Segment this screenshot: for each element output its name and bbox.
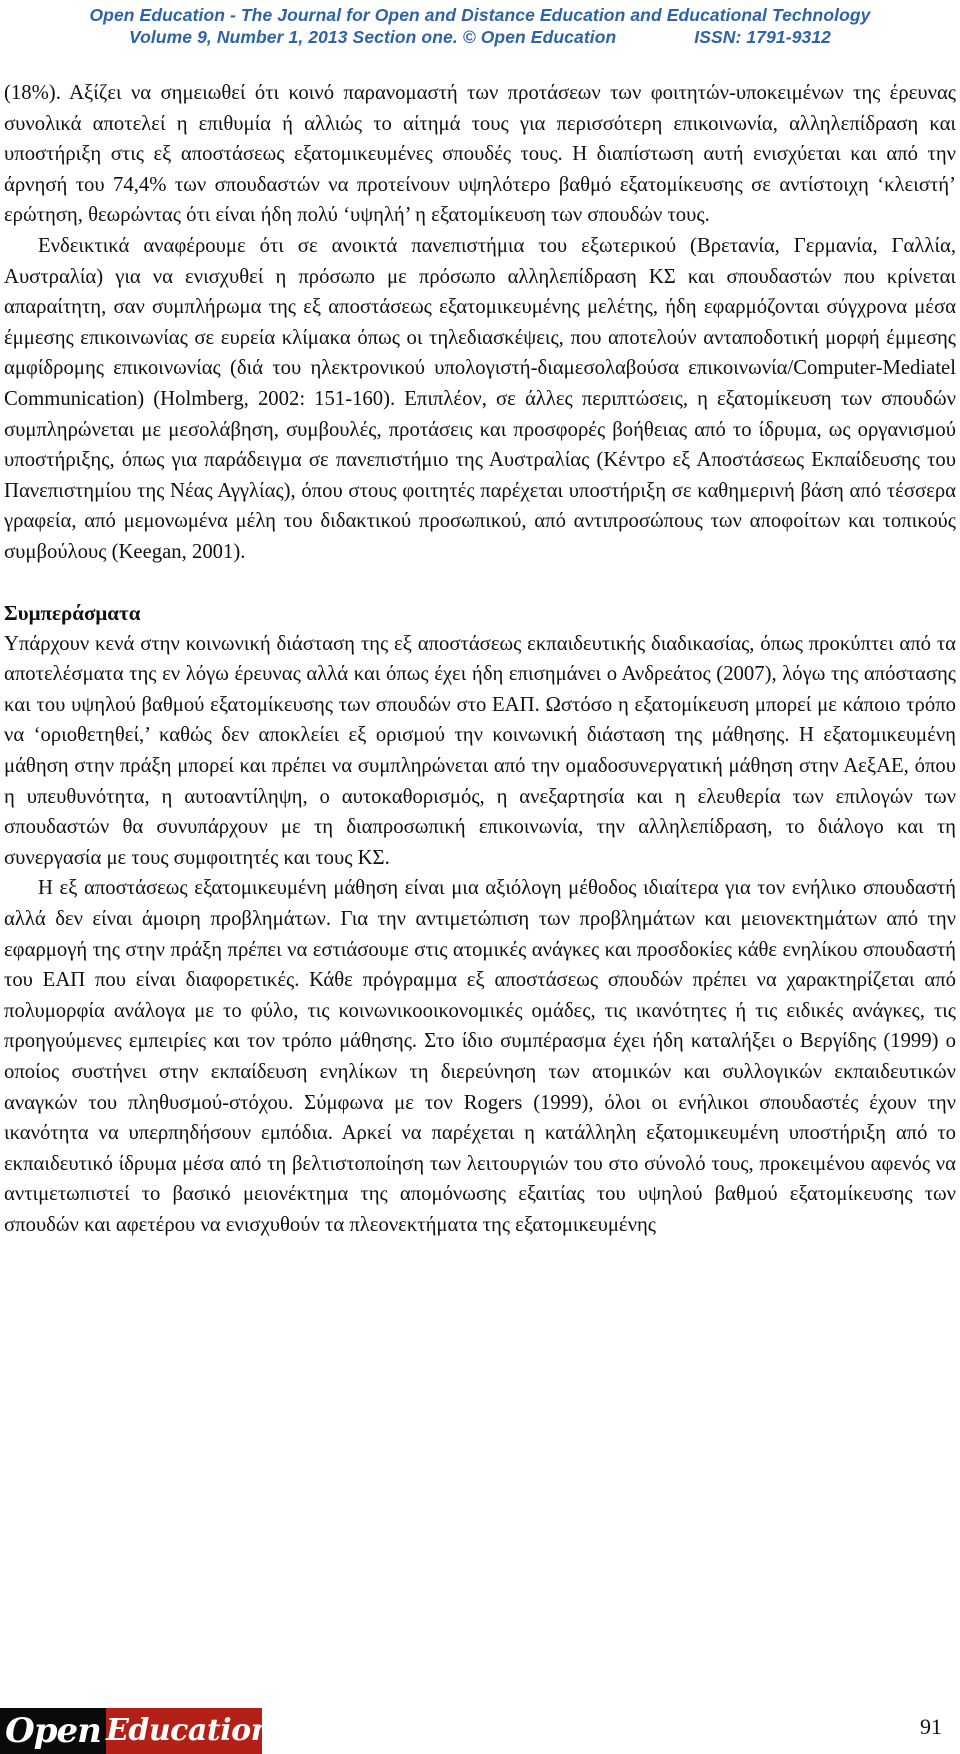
journal-issn: ISSN: 1791-9312 (694, 27, 832, 47)
page-number: 91 (920, 1714, 942, 1739)
paragraph-3: Υπάρχουν κενά στην κοινωνική διάσταση της εξ αποστάσεως εκπαιδευτικής διαδικασίας, όπως προκύπτει από τα αποτελέσματα της εν λόγω έρευνας αλλά και όπως έχει ήδη επισημάνει ο Ανδρεάτος (2007), λόγω της απόστασης και του υψηλού βαθμού εξατομίκευσης των σπουδών στο ΕΑΠ. Ωστόσο η εξατομίκευση μπορεί με κάποιο τρόπο να ‘οριοθετηθεί,’ καθώς δεν αποκλείει εξ ορισμού την κοινωνική διάσταση της μάθησης. Η εξατομικευμένη μάθηση στην πράξη μπορεί και πρέπει να συμπληρώνεται από την ομαδοσυνεργατική μάθηση στην ΑεξΑΕ, όπου η υπευθυνότητα, η αυτοαντίληψη, ο αυτοκαθορισμός, η ανεξαρτησία και η ελευθερία των επιλογών των σπουδαστών θα συνυπάρχουν με τη διαπροσωπική επικοινωνία, την αλληλεπίδραση, το διάλογο και τη συνεργασία με τους συμφοιτητές και τους ΚΣ. (4, 632, 956, 869)
journal-title: Open Education - The Journal for Open and Distance Education and Educational Technology (89, 5, 871, 25)
logo-open-text: Open (0, 1708, 106, 1754)
paragraph-1: (18%). Αξίζει να σημειωθεί ότι κοινό παρανομαστή των προτάσεων των φοιτητών-υποκειμένων της έρευνας συνολικά αποτελεί η επιθυμία ή αλλιώς το αίτημά τους για περισσότερη επικοινωνία, αλληλεπίδραση και υποστήριξη στις εξ αποστάσεως εξατομικευμένες σπουδές τους. Η διαπίστωση αυτή ενισχύεται και από την άρνησή του 74,4% των σπουδαστών να προτείνουν υψηλότερο βαθμό εξατομίκευσης σε αντίστοιχη ‘κλειστή’ ερώτηση, θεωρώντας ότι είναι ήδη πολύ ‘υψηλή’ η εξατομίκευση των σπουδών τους. (4, 82, 956, 227)
paragraph-4: Η εξ αποστάσεως εξατομικευμένη μάθηση είναι μια αξιόλογη μέθοδος ιδιαίτερα για τον ενήλικο σπουδαστή αλλά δεν είναι άμοιρη προβλημάτων. Για την αντιμετώπιση των προβλημάτων και μειονεκτημάτων από την εφαρμογή της στην πράξη πρέπει να εστιάσουμε στις ατομικές ανάγκες και προσδοκίες κάθε ενηλίκου σπουδαστή του ΕΑΠ που είναι διαφορετικές. Κάθε πρόγραμμα εξ αποστάσεως σπουδών πρέπει να χαρακτηρίζεται από πολυμορφία ανάλογα με το φύλο, τις κοινωνικοοικονομικές ομάδες, τις ικανότητες ή τις ειδικές ανάγκες, τις προηγούμενες εμπειρίες και τον τρόπο μάθησης. Στο ίδιο συμπέρασμα έχει ήδη καταλήξει ο Βεργίδης (1999) ο οποίος συστήνει στην εκπαίδευση ενηλίκων τη διερεύνηση των ατομικών και συλλογικών εκπαιδευτικών αναγκών του πληθυσμού-στόχου. Σύμφωνα με τον Rogers (1999), όλοι οι ενήλικοι σπουδαστές έχουν την ικανότητα να υπερπηδήσουν εμπόδια. Αρκεί να παρέχεται η κατάλληλη εξατομικευμένη υποστήριξη από το εκπαιδευτικό ίδρυμα μέσα από τη βελτιστοποίηση των λειτουργιών του στο σύνολό τους, προκειμένου αφενός να αντιμετωπιστεί το βασικό μειονέκτημα της απομόνωσης εξαιτίας του υψηλού βαθμού εξατομίκευσης των σπουδών και αφετέρου να ενισχυθούν τα πλεονεκτήματα της εξατομικευμένης (4, 877, 956, 1236)
section-heading-conclusions: Συμπεράσματα (4, 601, 141, 626)
logo-education-text: Education (106, 1708, 262, 1754)
open-education-logo (0, 1708, 272, 1754)
journal-volume-line (0, 26, 960, 48)
journal-header (0, 4, 960, 48)
paragraph-2: Ενδεικτικά αναφέρουμε ότι σε ανοικτά πανεπιστήμια του εξωτερικού (Βρετανία, Γερμανία, Γαλλία, Αυστραλία) για να ενισχυθεί η πρόσωπο με πρόσωπο αλληλεπίδραση ΚΣ και σπουδαστών που κρίνεται απαραίτητη, σαν συμπλήρωμα της εξ αποστάσεως εξατομικευμένης μελέτης, ήδη εφαρμόζονται σύγχρονα μέσα έμμεσης επικοινωνίας σε ευρεία κλίμακα όπως οι τηλεδιασκέψεις, που αποτελούν ανταποδοτική μορφή έμμεσης αμφίδρομης επικοινωνίας (διά του ηλεκτρονικού υπολογιστή-διαμεσολαβούσα επικοινωνία/Computer-Mediatel Communication) (Holmberg, 2002: 151-160). Επιπλέον, σε άλλες περιπτώσεις, η εξατομίκευση των σπουδών συμπληρώνεται με μεσολάβηση, συμβουλές, προτάσεις και προσφορές βοήθειας από το ίδρυμα, ως οργανισμού υποστήριξης, όπως για παράδειγμα σε πανεπιστήμιο της Αυστραλίας (Κέντρο εξ Αποστάσεως Εκπαίδευσης του Πανεπιστημίου της Νέας Αγγλίας), όπου στους φοιτητές παρέχεται υποστήριξη σε καθημερινή βάση από τέσσερα γραφεία, από μεμονωμένα μέλη του διδακτικού προσωπικού, από αντιπροσώπους των αποφοίτων και τοπικούς συμβούλους (Keegan, 2001). (4, 234, 956, 563)
article-body (4, 78, 956, 1241)
journal-volume: Volume 9, Number 1, 2013 Section one. © Open Education (128, 27, 617, 47)
